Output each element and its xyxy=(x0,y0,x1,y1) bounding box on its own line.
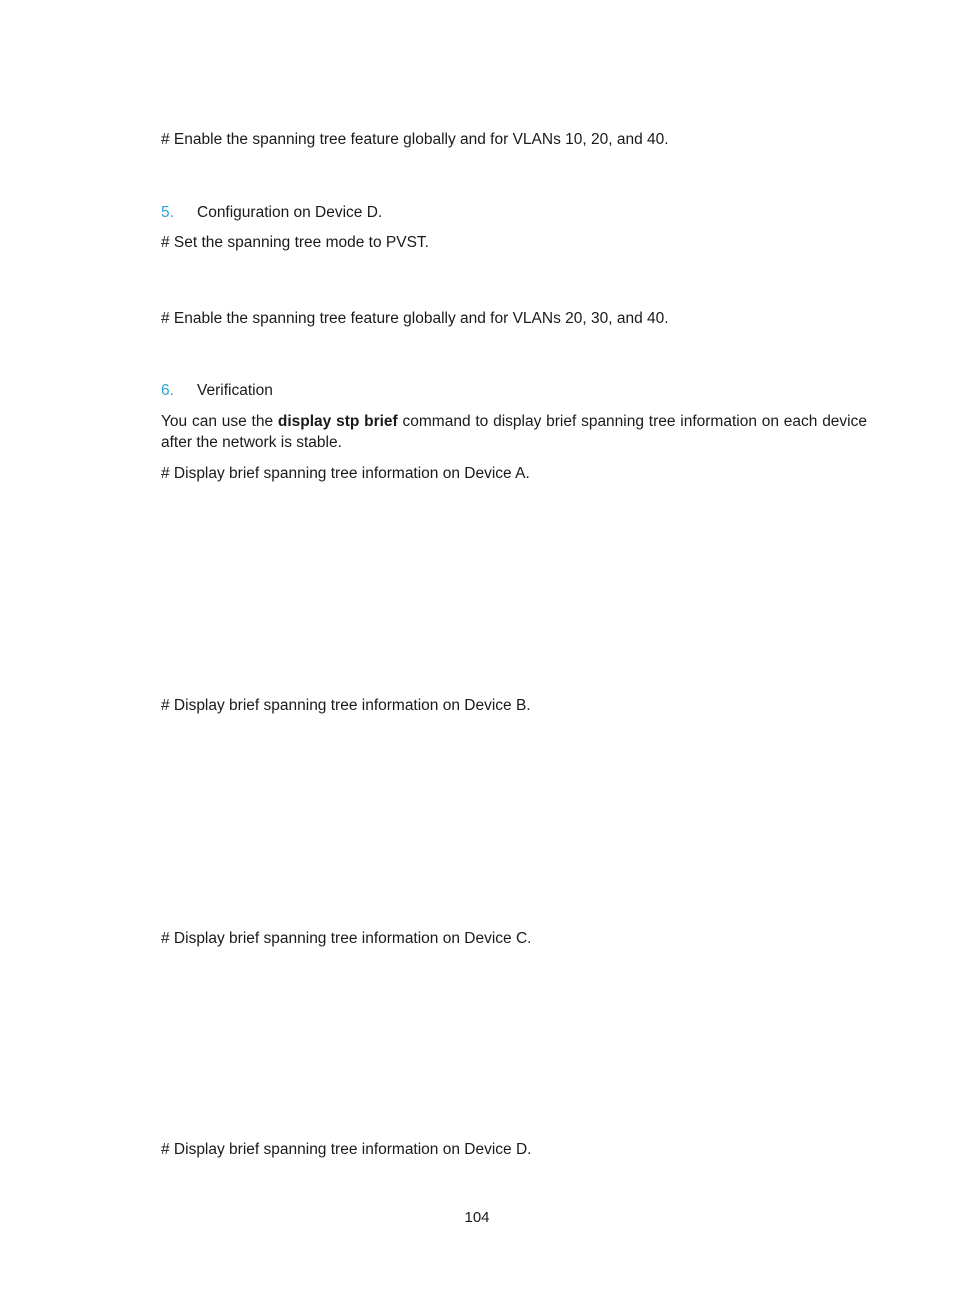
step-number: 6. xyxy=(161,382,174,399)
step-title: Verification xyxy=(197,382,273,399)
step-title: Configuration on Device D. xyxy=(197,204,383,221)
comment-enable-stp-vlans-20-30-40: # Enable the spanning tree feature globally and for VLANs 20, 30, and 40. xyxy=(161,310,669,327)
verification-paragraph xyxy=(161,411,867,453)
paragraph-text: command to display brief spanning tree information on each device after the network is stable. xyxy=(161,413,867,451)
paragraph-text: You can use the xyxy=(161,413,278,430)
comment-display-device-b: # Display brief spanning tree information on Device B. xyxy=(161,697,531,714)
comment-display-device-c: # Display brief spanning tree information on Device C. xyxy=(161,930,532,947)
command-name: display stp brief xyxy=(277,413,398,430)
comment-enable-stp-vlans-10-20-40: # Enable the spanning tree feature globally and for VLANs 10, 20, and 40. xyxy=(161,131,669,148)
comment-display-device-d: # Display brief spanning tree information on Device D. xyxy=(161,1141,532,1158)
comment-display-device-a: # Display brief spanning tree information on Device A. xyxy=(161,465,530,482)
page-number: 104 xyxy=(464,1209,490,1226)
step-number: 5. xyxy=(161,204,174,221)
comment-set-pvst-mode: # Set the spanning tree mode to PVST. xyxy=(161,234,429,251)
